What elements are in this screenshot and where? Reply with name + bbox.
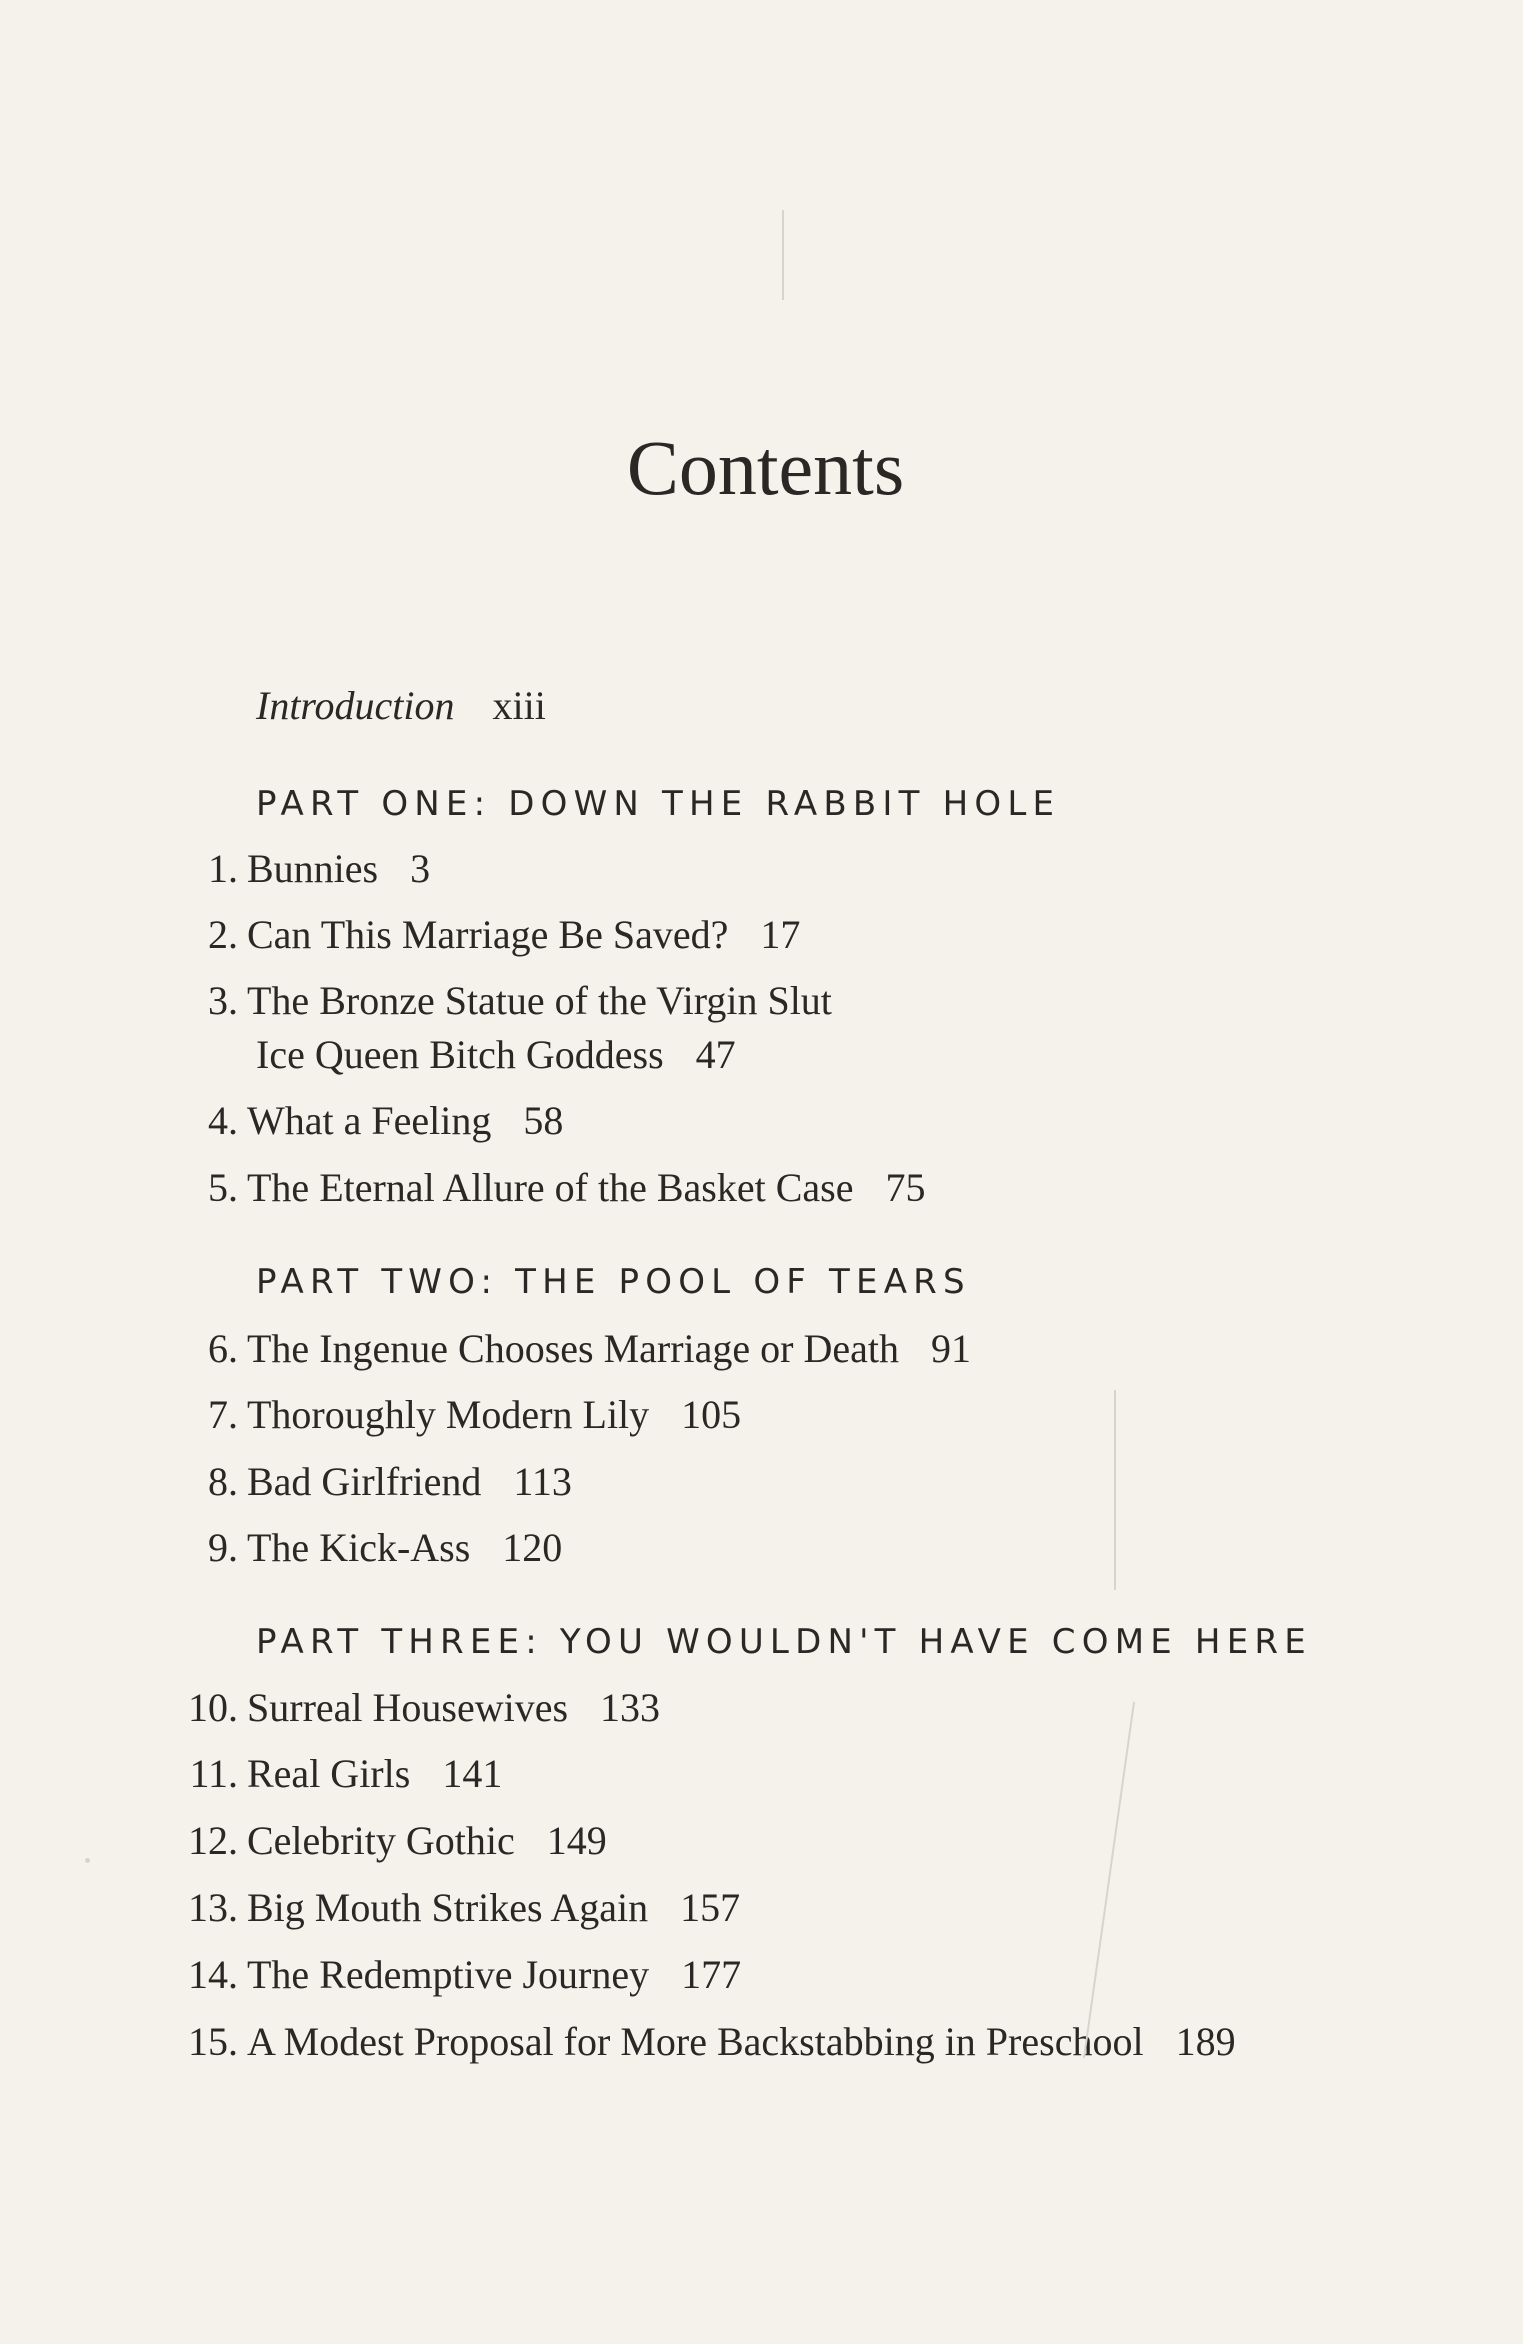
chapter-page-number: 157 xyxy=(680,1885,741,1930)
chapter-number: 13. xyxy=(188,1885,238,1930)
chapter-number: 7. xyxy=(208,1392,238,1437)
chapter-page-number: 17 xyxy=(760,912,801,957)
chapter-number: 5. xyxy=(208,1165,238,1210)
chapter-number: 1. xyxy=(208,846,238,891)
chapter-title: The Kick-Ass xyxy=(247,1525,471,1570)
chapter-page-number: 149 xyxy=(546,1818,607,1863)
chapter-number: 15. xyxy=(188,2019,238,2064)
toc-entry xyxy=(0,974,832,1077)
toc-entry xyxy=(0,1948,741,2002)
toc-entry xyxy=(0,842,430,896)
toc-entry xyxy=(0,908,800,962)
chapter-page-number: 91 xyxy=(931,1326,971,1371)
chapter-title: Surreal Housewives xyxy=(247,1685,569,1730)
chapter-title: Real Girls xyxy=(247,1751,411,1796)
chapter-title: What a Feeling xyxy=(247,1098,492,1143)
chapter-number: 10. xyxy=(188,1685,238,1730)
chapter-page-number: 141 xyxy=(442,1751,503,1796)
chapter-number: 2. xyxy=(208,912,238,957)
toc-entry xyxy=(0,1094,563,1148)
toc-entry xyxy=(0,2015,1236,2069)
chapter-number: 12. xyxy=(188,1818,238,1863)
chapter-title-line-2: Ice Queen Bitch Goddess xyxy=(256,1032,664,1077)
scan-mark xyxy=(782,210,784,300)
chapter-number: 14. xyxy=(188,1952,238,1997)
toc-entry-introduction xyxy=(256,678,546,734)
toc-entry xyxy=(0,1322,971,1376)
chapter-title: The Bronze Statue of the Virgin Slut xyxy=(247,978,832,1023)
chapter-title: The Eternal Allure of the Basket Case xyxy=(247,1165,854,1210)
chapter-title-continued xyxy=(256,1028,736,1082)
chapter-page-number: 75 xyxy=(885,1165,926,1210)
introduction-page-number: xiii xyxy=(492,683,546,728)
toc-entry xyxy=(0,1455,572,1509)
chapter-page-number: 113 xyxy=(513,1459,572,1504)
toc-entry xyxy=(0,1814,607,1868)
chapter-title: Thoroughly Modern Lily xyxy=(247,1392,650,1437)
introduction-label: Introduction xyxy=(256,683,455,728)
toc-entry xyxy=(0,1388,741,1442)
chapter-title: Celebrity Gothic xyxy=(247,1818,515,1863)
chapter-page-number: 120 xyxy=(502,1525,563,1570)
chapter-number: 11. xyxy=(189,1751,238,1796)
chapter-title: A Modest Proposal for More Backstabbing in Preschool xyxy=(247,2019,1144,2064)
toc-entry xyxy=(0,1747,502,1801)
chapter-title: Can This Marriage Be Saved? xyxy=(247,912,729,957)
chapter-page-number: 47 xyxy=(695,1032,736,1077)
part-heading: PART THREE: YOU WOULDN'T HAVE COME HERE xyxy=(256,1622,1312,1662)
chapter-number: 4. xyxy=(208,1098,238,1143)
chapter-page-number: 177 xyxy=(681,1952,742,1997)
toc-entry xyxy=(0,1161,925,1215)
part-heading: PART ONE: DOWN THE RABBIT HOLE xyxy=(256,784,1061,824)
toc-entry xyxy=(0,1521,562,1575)
toc-entry xyxy=(0,1881,740,1935)
chapter-title: The Redemptive Journey xyxy=(247,1952,650,1997)
chapter-number: 6. xyxy=(208,1326,238,1371)
chapter-page-number: 105 xyxy=(681,1392,742,1437)
chapter-title: The Ingenue Chooses Marriage or Death xyxy=(247,1326,899,1371)
chapter-number: 3. xyxy=(208,978,238,1023)
scan-mark xyxy=(85,1858,90,1863)
chapter-title: Big Mouth Strikes Again xyxy=(247,1885,649,1930)
chapter-title: Bad Girlfriend xyxy=(247,1459,482,1504)
chapter-title: Bunnies xyxy=(247,846,379,891)
chapter-page-number: 133 xyxy=(600,1685,661,1730)
chapter-page-number: 3 xyxy=(410,846,431,891)
chapter-page-number: 58 xyxy=(523,1098,564,1143)
scan-mark xyxy=(1114,1390,1116,1590)
chapter-page-number: 189 xyxy=(1175,2019,1236,2064)
chapter-number: 9. xyxy=(208,1525,238,1570)
part-heading: PART TWO: THE POOL OF TEARS xyxy=(256,1262,971,1302)
chapter-number: 8. xyxy=(208,1459,238,1504)
toc-entry xyxy=(0,1681,660,1735)
page-title: Contents xyxy=(626,424,905,511)
